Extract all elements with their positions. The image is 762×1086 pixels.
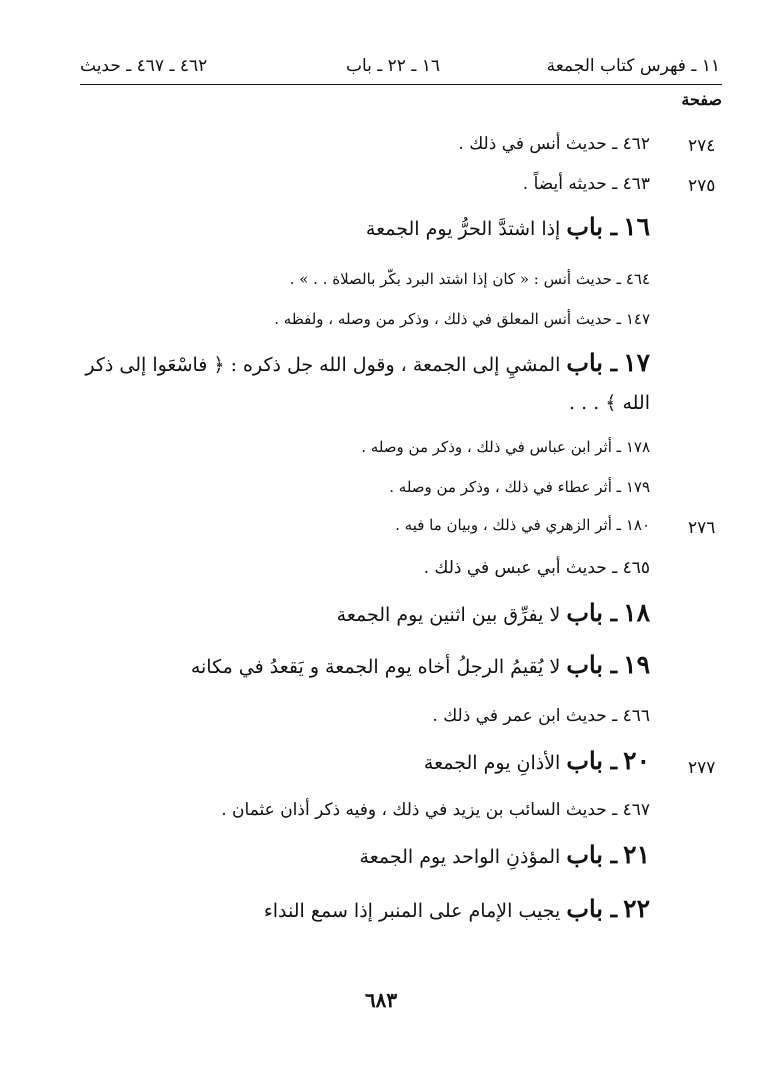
hadith-text: حديث ابن عمر في ذلك . [432,706,607,726]
bab-title: المؤذنِ الواحد يوم الجمعة [359,846,561,868]
hadith-range: ٤٦٢ ـ ٤٦٧ ـ حديث [80,56,208,76]
hadith-entry-147: ١٤٧ ـ حديث أنس المعلق في ذلك ، وذكر من وصله ، ولفظه . [274,310,650,328]
athar-text: أثر ابن عباس في ذلك ، وذكر من وصله . [361,438,612,456]
hadith-text: حديث السائب بن يزيد في ذلك ، وفيه ذكر أذان عثمان . [221,800,607,820]
athar-text: أثر عطاء في ذلك ، وذكر من وصله . [389,478,612,496]
hadith-entry-464: ٤٦٤ ـ حديث أنس : « كان إذا اشتد البرد بكّر بالصلاة . . » . [289,270,650,288]
athar-number: ١٨٠ [625,516,650,534]
bab-title: إذا اشتدَّ الحرُّ يوم الجمعة [365,218,561,240]
bab-heading-17: ١٧ ـ باب المشيِ إلى الجمعة ، وقول الله جل ذكره : ﴿ فاسْعَوا إلى ذكر [85,348,650,377]
bab-number: ٢٠ [623,746,650,775]
bab-heading-19: ١٩ ـ باب لا يُقيمُ الرجلُ أخاه يوم الجمعة و يَقعدُ في مكانه [190,650,650,679]
hadith-entry-466: ٤٦٦ ـ حديث ابن عمر في ذلك . [432,706,650,726]
bab-heading-18: ١٨ ـ باب لا يفرِّق بين اثنين يوم الجمعة [336,598,650,627]
bab-number: ١٧ [623,348,650,377]
page-column-label: صفحة [681,90,722,109]
hadith-number: ١٤٧ [625,310,650,328]
bab-title: لا يفرِّق بين اثنين يوم الجمعة [336,604,561,626]
bab-keyword: باب [566,894,603,923]
page-ref-275: ٢٧٥ [688,176,716,196]
bab-title: الأذانِ يوم الجمعة [423,752,561,774]
bab-heading-21: ٢١ ـ باب المؤذنِ الواحد يوم الجمعة [359,840,650,869]
hadith-number: ٤٦٣ [622,174,650,194]
bab-keyword: باب [566,840,603,869]
page-ref-274: ٢٧٤ [688,136,716,156]
hadith-text: حديث أنس في ذلك . [458,134,607,154]
athar-number: ١٧٨ [625,438,650,456]
hadith-number: ٤٦٥ [622,558,650,578]
bab-keyword: باب [566,212,603,241]
bab-keyword: باب [566,598,603,627]
hadith-text: حديث أنس : « كان إذا اشتد البرد بكّر بالصلاة . . » . [289,270,612,288]
chapter-title: ١١ ـ فهرس كتاب الجمعة [546,56,720,76]
hadith-entry-463: ٤٦٣ ـ حديثه أيضاً . [522,174,650,194]
athar-number: ١٧٩ [625,478,650,496]
hadith-entry-465: ٤٦٥ ـ حديث أبي عبس في ذلك . [423,558,650,578]
bab-number: ٢١ [623,840,650,869]
bab-heading-22: ٢٢ ـ باب يجيب الإمام على المنبر إذا سمع النداء [263,894,650,923]
bab-title: المشيِ إلى الجمعة ، وقول الله جل ذكره : ﴿ فاسْعَوا إلى ذكر [85,354,561,376]
hadith-text: حديث أنس المعلق في ذلك ، وذكر من وصله ، ولفظه . [274,310,612,328]
bab-keyword: باب [566,650,603,679]
hadith-entry-467: ٤٦٧ ـ حديث السائب بن يزيد في ذلك ، وفيه ذكر أذان عثمان . [221,800,650,820]
bab-heading-17-continuation: الله ﴾ . . . [569,392,650,414]
page-ref-277: ٢٧٧ [688,758,716,778]
hadith-number: ٤٦٧ [622,800,650,820]
bab-keyword: باب [566,348,603,377]
bab-title: لا يُقيمُ الرجلُ أخاه يوم الجمعة و يَقعدُ في مكانه [190,656,561,678]
hadith-number: ٤٦٢ [622,134,650,154]
bab-heading-16: ١٦ ـ باب إذا اشتدَّ الحرُّ يوم الجمعة [365,212,650,241]
bab-number: ١٩ [623,650,650,679]
bab-heading-20: ٢٠ ـ باب الأذانِ يوم الجمعة [423,746,650,775]
bab-number: ١٨ [623,598,650,627]
athar-entry-179: ١٧٩ ـ أثر عطاء في ذلك ، وذكر من وصله . [389,478,650,496]
hadith-number: ٤٦٤ [625,270,650,288]
page-ref-276: ٢٧٦ [688,518,716,538]
hadith-text: حديث أبي عبس في ذلك . [423,558,607,578]
bab-number: ١٦ [623,212,650,241]
page-number: ٦٨٣ [364,988,398,1012]
athar-entry-178: ١٧٨ ـ أثر ابن عباس في ذلك ، وذكر من وصله . [361,438,650,456]
hadith-number: ٤٦٦ [622,706,650,726]
header-rule [80,84,722,85]
bab-title: يجيب الإمام على المنبر إذا سمع النداء [263,900,561,922]
athar-entry-180: ١٨٠ ـ أثر الزهري في ذلك ، وبيان ما فيه . [395,516,650,534]
athar-text: أثر الزهري في ذلك ، وبيان ما فيه . [395,516,612,534]
chapters-range: ١٦ ـ ٢٢ ـ باب [345,56,440,76]
hadith-entry-462: ٤٦٢ ـ حديث أنس في ذلك . [458,134,650,154]
hadith-text: حديثه أيضاً . [522,174,607,194]
bab-keyword: باب [566,746,603,775]
running-head [80,52,720,82]
bab-number: ٢٢ [623,894,650,923]
